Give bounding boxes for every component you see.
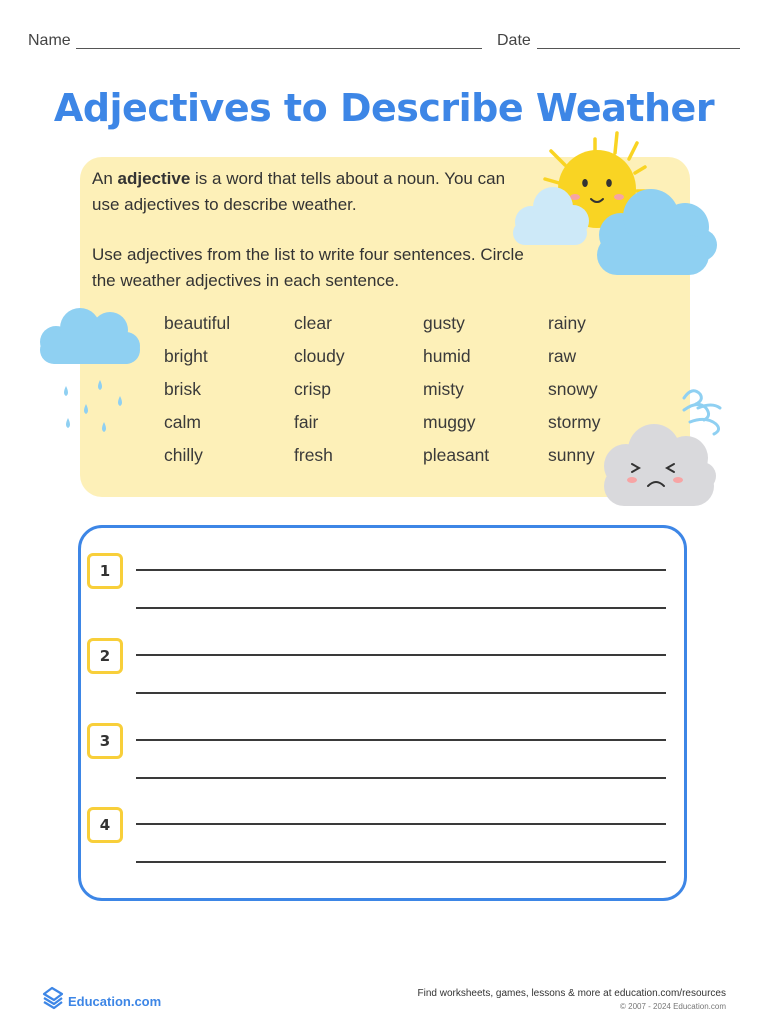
word-list-item: crisp bbox=[294, 379, 331, 399]
word-list-item: clear bbox=[294, 313, 332, 333]
word-list-item: humid bbox=[423, 346, 471, 366]
education-logo-icon bbox=[40, 984, 66, 1010]
word-list-item: gusty bbox=[423, 313, 465, 333]
page-title: Adjectives to Describe Weather bbox=[53, 86, 715, 130]
raindrops bbox=[64, 380, 122, 432]
word-list-item: stormy bbox=[548, 412, 601, 432]
instruction-text: Use adjectives from the list to write four sentences. Circle the weather adjectives in each sentence. bbox=[92, 245, 524, 290]
sentence-number-badge: 2 bbox=[87, 638, 123, 674]
sentence-writing-line[interactable] bbox=[136, 607, 666, 609]
name-label: Name bbox=[28, 32, 71, 49]
sentence-writing-line[interactable] bbox=[136, 569, 666, 571]
date-label: Date bbox=[497, 32, 531, 49]
word-list-item: snowy bbox=[548, 379, 598, 399]
footer-promo: Find worksheets, games, lessons & more at education.com/resources bbox=[417, 988, 726, 999]
word-list-item: pleasant bbox=[423, 445, 490, 465]
sentence-number-badge: 3 bbox=[87, 723, 123, 759]
word-list-item: beautiful bbox=[164, 313, 231, 333]
sentence-writing-line[interactable] bbox=[136, 777, 666, 779]
footer-copyright: © 2007 - 2024 Education.com bbox=[620, 1002, 726, 1011]
word-list-item: fresh bbox=[294, 445, 333, 465]
sentence-writing-line[interactable] bbox=[136, 692, 666, 694]
word-list-item: rainy bbox=[548, 313, 586, 333]
date-field[interactable] bbox=[537, 48, 740, 49]
sentence-writing-line[interactable] bbox=[136, 861, 666, 863]
sentence-number-badge: 4 bbox=[87, 807, 123, 843]
rain-cloud-icon bbox=[34, 306, 146, 442]
sentence-writing-line[interactable] bbox=[136, 654, 666, 656]
education-logo-text[interactable]: Education.com bbox=[68, 994, 162, 1009]
word-list-item: bright bbox=[164, 346, 208, 366]
name-field[interactable] bbox=[76, 48, 482, 49]
word-list-item: chilly bbox=[164, 445, 203, 465]
sentence-number-badge: 1 bbox=[87, 553, 123, 589]
adjective-keyword: adjective bbox=[117, 169, 191, 188]
word-list-item: muggy bbox=[423, 412, 476, 432]
sentence-writing-line[interactable] bbox=[136, 823, 666, 825]
intro-text: An adjective is a word that tells about a noun. You can use adjectives to describe weather. bbox=[92, 169, 506, 214]
storm-cloud-with-wind bbox=[598, 380, 738, 515]
word-list-item: calm bbox=[164, 412, 201, 432]
word-list-item: sunny bbox=[548, 445, 595, 465]
word-list-item: misty bbox=[423, 379, 464, 399]
storm-cloud-icon bbox=[604, 424, 716, 506]
sun-with-clouds bbox=[505, 125, 720, 285]
word-list-item: brisk bbox=[164, 379, 201, 399]
word-list-item: cloudy bbox=[294, 346, 345, 366]
answer-box bbox=[78, 525, 687, 901]
sentence-writing-line[interactable] bbox=[136, 739, 666, 741]
word-list-item: raw bbox=[548, 346, 577, 366]
word-list-item: fair bbox=[294, 412, 319, 432]
wind-icon bbox=[684, 391, 720, 434]
